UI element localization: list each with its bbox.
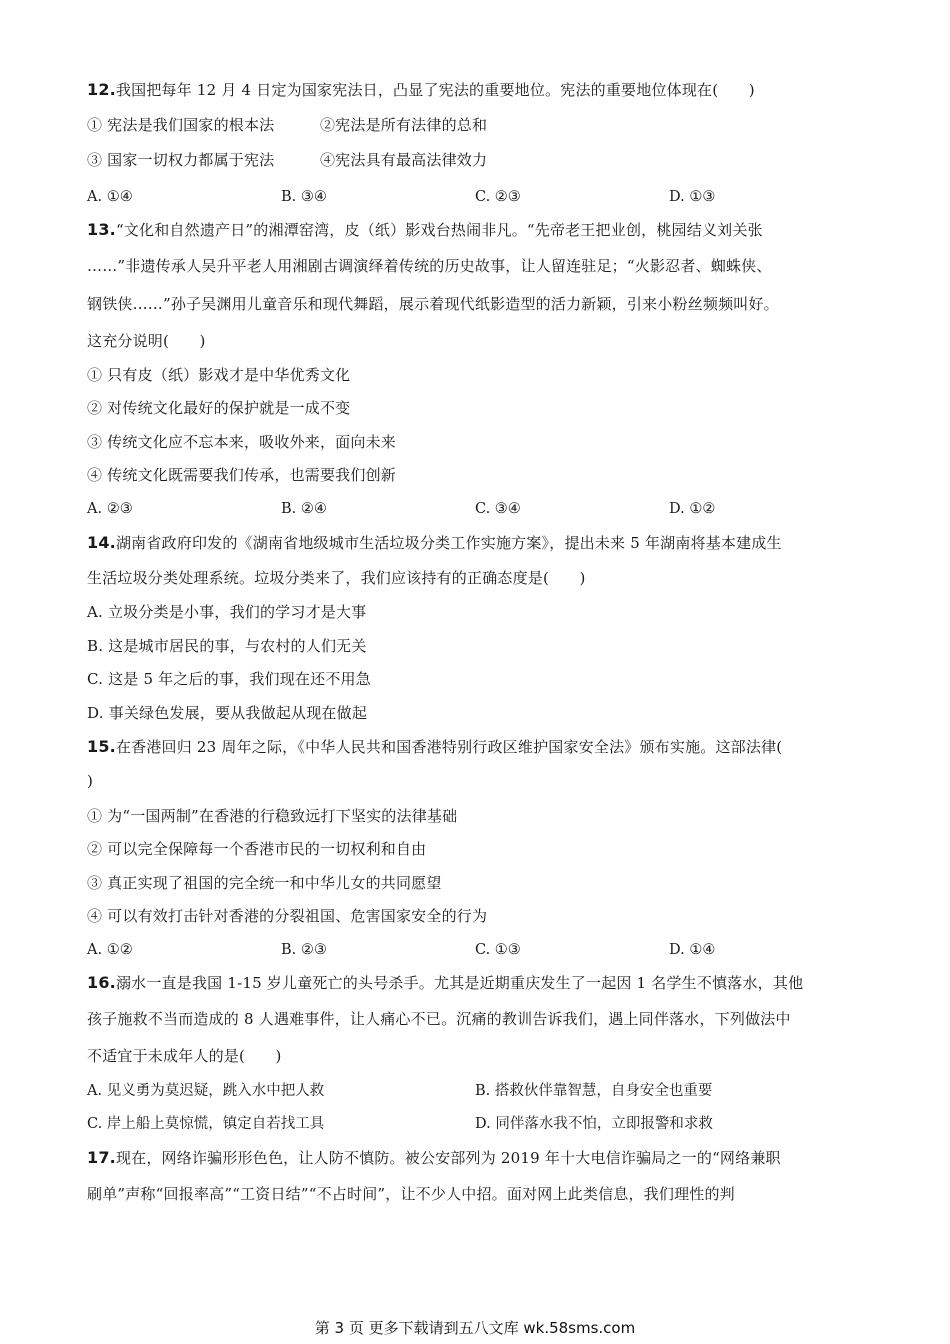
question-line: ……”非遗传承人吴升平老人用湘剧古调演绎着传统的历史故事，让人留连驻足；“火影忍者、蜘蛛侠、 [87, 257, 772, 275]
question-number: 13. [87, 220, 116, 239]
question-number: 14. [87, 533, 116, 552]
statement: ① 只有皮（纸）影戏才是中华优秀文化 [87, 366, 351, 384]
option-a: A. ①② [87, 942, 133, 958]
question-line: 刷单”声称“回报率高”“工资日结”“不占时间”，让不少人中招。面对网上此类信息，我们理性的判 [87, 1185, 735, 1203]
question-line: 不适宜于未成年人的是( ) [87, 1047, 282, 1065]
question-line: 钢铁侠……”孙子吴渊用儿童音乐和现代舞蹈，展示着现代纸影造型的活力新颖，引来小粉丝频频叫好。 [87, 295, 779, 313]
question-line: 生活垃圾分类处理系统。垃圾分类来了，我们应该持有的正确态度是( ) [87, 569, 586, 587]
page-footer: 第 3 页 更多下载请到五八文库 wk.58sms.com [314, 1319, 636, 1337]
question-15-line-1: 15.在香港回归 23 周年之际，《中华人民共和国香港特别行政区维护国家安全法》颁布实施。这部法律( [87, 737, 783, 756]
question-line: ) [87, 772, 94, 790]
question-number: 15. [87, 737, 116, 756]
question-13-line-1: 13.“文化和自然遗产日”的湘潭窑湾，皮（纸）影戏台热闹非凡。“先帝老王把业创，桃园结义刘关张 [87, 220, 763, 239]
statement: ③ 国家一切权力都属于宪法 ④宪法具有最高法律效力 [87, 151, 488, 169]
option-d: D. 同伴落水我不怕，立即报警和求救 [475, 1116, 713, 1132]
question-14-line-1: 14.湖南省政府印发的《湖南省地级城市生活垃圾分类工作实施方案》，提出未来 5 年湖南将基本建成生 [87, 533, 782, 552]
question-number: 17. [87, 1148, 116, 1167]
question-number: 16. [87, 973, 116, 992]
statement: ② 对传统文化最好的保护就是一成不变 [87, 399, 351, 417]
option-d: D. ①④ [669, 942, 716, 958]
question-16-line-1: 16.溺水一直是我国 1-15 岁儿童死亡的头号杀手。尤其是近期重庆发生了一起因 1 名学生不慎落水，其他 [87, 973, 804, 992]
statement: ① 宪法是我们国家的根本法 ②宪法是所有法律的总和 [87, 116, 488, 134]
statement: ③ 真正实现了祖国的完全统一和中华儿女的共同愿望 [87, 874, 442, 892]
option-b: B. ②④ [281, 501, 327, 517]
option-c: C. ①③ [475, 942, 521, 958]
option-c: C. 岸上船上莫惊慌，镇定自若找工具 [87, 1116, 325, 1132]
option-d: D. ①③ [669, 189, 716, 205]
option-c: C. 这是 5 年之后的事，我们现在还不用急 [87, 670, 371, 688]
option-b: B. 这是城市居民的事，与农村的人们无关 [87, 637, 367, 655]
option-a: A. ①④ [87, 189, 133, 205]
option-b: B. ③④ [281, 189, 327, 205]
statement: ③ 传统文化应不忘本来，吸收外来，面向未来 [87, 433, 396, 451]
question-line: 孩子施救不当而造成的 8 人遇难事件，让人痛心不已。沉痛的教训告诉我们，遇上同伴落水，下列做法中 [87, 1010, 791, 1028]
option-c: C. ③④ [475, 501, 521, 517]
statement: ④ 可以有效打击针对香港的分裂祖国、危害国家安全的行为 [87, 907, 488, 925]
option-b: B. 搭救伙伴靠智慧，自身安全也重要 [475, 1083, 713, 1099]
option-d: D. 事关绿色发展，要从我做起从现在做起 [87, 704, 368, 722]
option-c: C. ②③ [475, 189, 521, 205]
option-a: A. ②③ [87, 501, 133, 517]
option-d: D. ①② [669, 501, 716, 517]
option-a: A. 立圾分类是小事，我们的学习才是大事 [87, 603, 367, 621]
statement: ④ 传统文化既需要我们传承，也需要我们创新 [87, 466, 396, 484]
statement: ② 可以完全保障每一个香港市民的一切权利和自由 [87, 840, 427, 858]
question-12-line-1: 12.我国把每年 12 月 4 日定为国家宪法日，凸显了宪法的重要地位。宪法的重要地位体现在( ) [87, 80, 755, 99]
question-number: 12. [87, 80, 116, 99]
question-17-line-1: 17.现在，网络诈骗形形色色，让人防不慎防。被公安部列为 2019 年十大电信诈骗局之一的“网络兼职 [87, 1148, 781, 1167]
option-a: A. 见义勇为莫迟疑，跳入水中把人救 [87, 1083, 325, 1099]
question-line: 这充分说明( ) [87, 332, 206, 350]
statement: ① 为“一国两制”在香港的行稳致远打下坚实的法律基础 [87, 807, 458, 825]
option-b: B. ②③ [281, 942, 327, 958]
